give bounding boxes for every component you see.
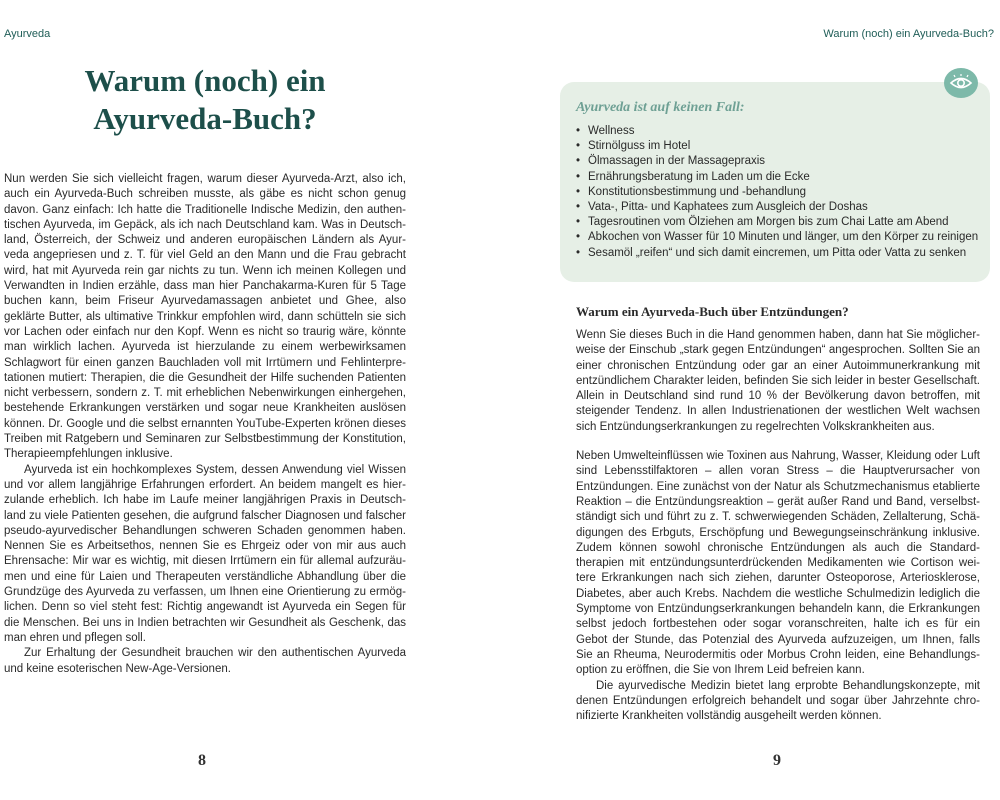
- running-head-right: Warum (noch) ein Ayurveda-Buch?: [823, 28, 994, 40]
- list-item: • Ölmassagen in der Massagepraxis: [576, 154, 978, 169]
- body-paragraph: Zur Erhaltung der Gesundheit brauchen wir den authentischen Ayurveda und keine esoterischen New-Age-Versionen.: [4, 647, 406, 675]
- info-box: [560, 82, 990, 282]
- left-page: [4, 60, 406, 677]
- body-paragraph: Ayurveda ist ein hochkomplexes System, dessen Anwendung viel Wissen und vor allem langjährige Erfahrungen erfordert. An beidem mangelt es hierzulande erheblich. Ich habe im Laufe meiner langjährigen Praxis in Deutschland zu viele Patienten gesehen, die aufgrund falscher Diagnosen und falscher pseudo-ayurvedischer Behandlungen schweren Schaden genommen haben. Nennen Sie es Arbeitsethos, nennen Sie es Ehrgeiz oder von mir aus auch Ehrensache: Mir war es wichtig, mit diesen Irrtümern ein für allemal aufzuräumen und eine für Laien und Therapeuten verständliche Abhandlung über die Grundzüge des Ayurveda zu verfassen, um Ihnen eine Orientierung zu ermöglichen. Denn so viel steht fest: Richtig angewandt ist Ayurveda ein Segen für die Menschen. Bei uns in Indien betrachten wir Gesundheit als Geschenk, das man ehren und pflegen soll.: [4, 463, 406, 644]
- list-item: • Abkochen von Wasser für 10 Minuten und länger, um den Körper zu reinigen: [576, 230, 978, 245]
- body-paragraph: Neben Umwelteinflüssen wie Toxinen aus Nahrung, Wasser, Kleidung oder Luft sind Lebensstilfaktoren – allen voran Stress – die Hauptverursacher von Entzündungen. Eine zunächst von der Natur als Schutzmechanismus etablierte Reaktion – die Entzündungsreaktion – gerät außer Rand und Band, verselbstständigt sich und führt zu z. T. schwerwiegenden Schäden, Zellalterung, Schädigungen des Erbguts, Erschöpfung und Bewegungseinschränkung inklusive. Zudem können sowohl chronische Entzündungen als auch die Standardtherapien mit entzündungsunterdrückenden Medikamenten wie Cortison weitere Erkrankungen nach sich ziehen, darunter Osteoporose, Arteriosklerose, Diabetes, aber auch Krebs. Nachdem die westliche Schulmedizin lediglich die Symptome von Entzündungserkrankungen behandeln kann, die Erkrankungen selbst jedoch fortbestehen oder sogar voranschreiten, halte ich es für ein Gebot der Stunde, das Potenzial des Ayurveda aufzuzeigen, um Ihnen, falls Sie an Rheuma, Neurodermitis oder Morbus Crohn leiden, eine Behandlungsoption zu eröffnen, die Sie von Ihrem Leid befreien kann.: [576, 450, 980, 677]
- list-item: • Sesamöl „reifen“ und sich damit eincremen, um Pitta oder Vatta zu senken: [576, 246, 978, 261]
- body-paragraph: Wenn Sie dieses Buch in die Hand genommen haben, dann hat Sie möglicherweise der Einschub „stark gegen Entzündungen“ angesprochen. Sollten Sie an einer chronischen Entzündung oder gar an einer Autoimmunerkrankung mit entzündlichem Charakter leiden, befinden Sie sich leider in bester Gesellschaft. Allein in Deutschland sind rund 10 % der Bevölkerung davon betroffen, mit steigender Tendenz. In allen Industrienationen der westlichen Welt wachsen sich Entzündungserkrankungen zu regelrechten Volkskrankheiten aus.: [576, 329, 980, 433]
- list-item: • Wellness: [576, 124, 978, 139]
- eye-icon: [944, 68, 978, 98]
- list-item: • Vata-, Pitta- und Kaphatees zum Ausgleich der Doshas: [576, 200, 978, 215]
- chapter-title: [4, 62, 406, 138]
- list-item: • Tagesroutinen vom Ölziehen am Morgen bis zum Chai Latte am Abend: [576, 215, 978, 230]
- chapter-title-line-1: Warum (noch) ein: [84, 63, 326, 98]
- list-item: • Ernährungsberatung im Laden um die Ecke: [576, 170, 978, 185]
- chapter-title-line-2: Ayurveda-Buch?: [93, 101, 317, 136]
- left-page-body: [4, 172, 406, 677]
- page-number-left: 8: [198, 752, 206, 769]
- page-number-right: 9: [773, 752, 781, 769]
- info-box-list: [576, 124, 978, 261]
- body-paragraph: Die ayurvedische Medizin bietet lang erprobte Behandlungskonzepte, mit denen Entzündungen erfolgreich behandelt und sogar über Jahrzehnte chronifizierte Krankheiten vollständig ausgeheilt werden können.: [576, 679, 980, 723]
- running-head-left: Ayurveda: [4, 28, 51, 40]
- info-box-title: Ayurveda ist auf keinen Fall:: [576, 100, 745, 115]
- list-item: • Konstitutionsbestimmung und -behandlung: [576, 185, 978, 200]
- right-page-body: [576, 328, 980, 724]
- list-item: • Stirnölguss im Hotel: [576, 139, 978, 154]
- body-paragraph: Nun werden Sie sich vielleicht fragen, warum dieser Ayurveda-Arzt, also ich, auch ein Ayurveda-Buch schreiben musste, als gäbe es nicht schon genug davon. Ganz einfach: Ich hatte die Traditionelle Indische Medizin, den authentischen Ayurveda, im Gepäck, als ich nach Deutschland kam. Was in Deutschland, Österreich, der Schweiz und anderen europäischen Ländern als Ayurveda angepriesen und z. T. für viel Geld an den Mann und die Frau gebracht wird, hat mit Ayurveda rein gar nichts zu tun. Wenn ich meinen Kollegen und Verwandten in Indien erzähle, dass man hier Panchakarma-Kuren für 5 Tage buchen kann, beim Friseur Ayurvedamassagen anbietet und Ghee, also geklärte Butter, als ultimative Trinkkur empfohlen wird, dann schütteln sie sich vor Lachen oder einfach nur den Kopf. Wenn es nicht so traurig wäre, könnte man wirklich lachen. Ayurveda ist hierzulande zu einem werbewirksamen Schlagwort für einen ganzen Bauchladen voll mit Irrtümern und Fehlinterpretationen mutiert: Therapien, die die Gesundheit der Hilfe suchenden Patienten nicht verbessern, sondern z. T. mit erheblichen Nebenwirkungen einhergehen, bestehende Erkrankungen verstärken und sogar neue Krankheiten auslösen können. Dr. Google und die selbst ernannten YouTube-Experten krönen dieses Treiben mit Ratgebern und Seminaren zur Selbstbestimmung der Konstitution, Therapieempfehlungen inklusive.: [4, 173, 406, 461]
- section-heading: Warum ein Ayurveda-Buch über Entzündungen?: [576, 304, 849, 319]
